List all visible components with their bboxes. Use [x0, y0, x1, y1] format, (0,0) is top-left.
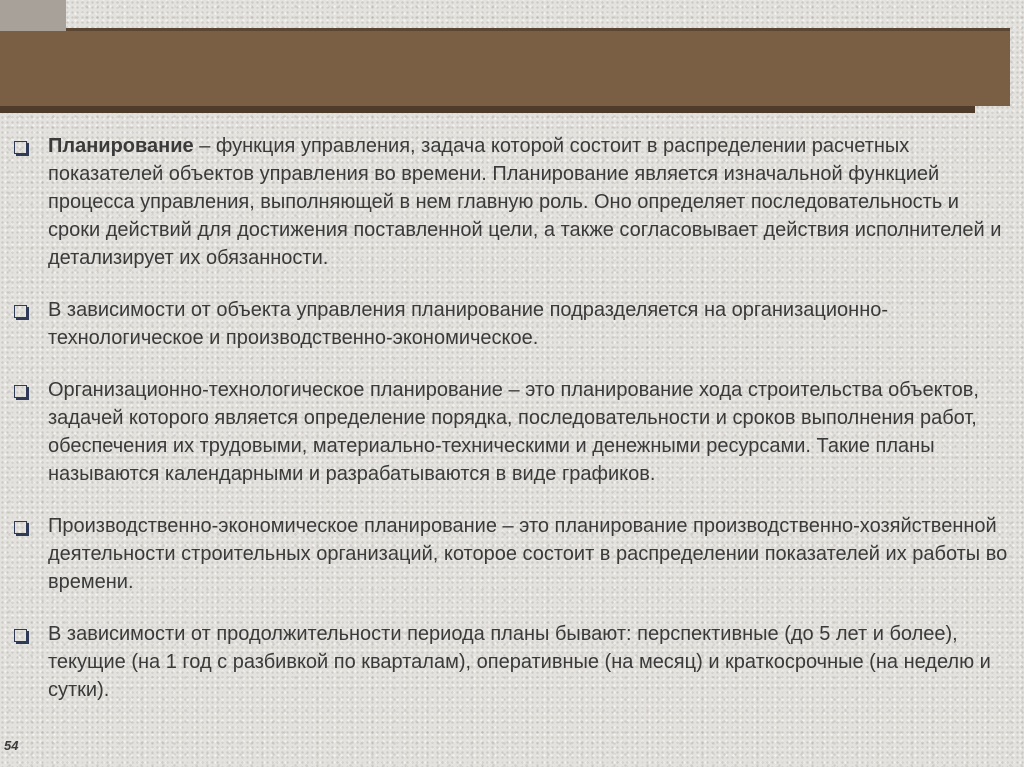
bullet-item-planning-types	[14, 296, 1014, 352]
header-band	[0, 31, 1010, 106]
bullet-text	[48, 376, 1014, 488]
bullet-item-org-tech-planning	[14, 376, 1014, 488]
checkbox-bullet-icon	[14, 629, 27, 642]
bullet-text	[48, 132, 1014, 272]
checkbox-bullet-icon	[14, 141, 27, 154]
bullet-body: В зависимости от объекта управления планирование подразделяется на организационно-технологическое и производственно-экономическое.	[48, 299, 889, 349]
bullet-body: Организационно-технологическое планирование – это планирование хода строительства объектов, задачей которого является определение порядка, последовательности и сроков выполнения работ, обеспечения их трудовыми, материально-техническими и денежными ресурсами. Такие планы называются календарными и разрабатываются в виде графиков.	[48, 379, 979, 485]
bullet-body: – функция управления, задача которой состоит в распределении расчетных показателей объектов управления во времени. Планирование является изначальной функцией процесса управления, выполняющей в нем главную роль. Оно определяет последовательность и сроки действий для достижения поставленной цели, а также согласовывает действия исполнителей и детализирует их обязанности.	[48, 135, 1002, 269]
bullet-item-planning-definition	[14, 132, 1014, 272]
page-number: 54	[4, 738, 19, 753]
bullet-body: В зависимости от продолжительности периода планы бывают: перспективные (до 5 лет и более), текущие (на 1 год с разбивкой по кварталам), оперативные (на месяц) и краткосрочные (на неделю и сутки).	[48, 623, 991, 701]
header-underline	[0, 106, 975, 113]
bullet-text	[48, 296, 1014, 352]
bullet-text	[48, 620, 1014, 704]
checkbox-bullet-icon	[14, 385, 27, 398]
checkbox-bullet-icon	[14, 305, 27, 318]
bullet-text	[48, 512, 1014, 596]
checkbox-bullet-icon	[14, 521, 27, 534]
bullet-body: Производственно-экономическое планирование – это планирование производственно-хозяйственной деятельности строительных организаций, которое состоит в распределении показателей их работы во времени.	[48, 515, 1008, 593]
bullet-lead-term: Планирование	[48, 135, 194, 157]
bullet-item-plan-periods	[14, 620, 1014, 704]
bullet-item-prod-econ-planning	[14, 512, 1014, 596]
slide-content	[14, 132, 1014, 704]
